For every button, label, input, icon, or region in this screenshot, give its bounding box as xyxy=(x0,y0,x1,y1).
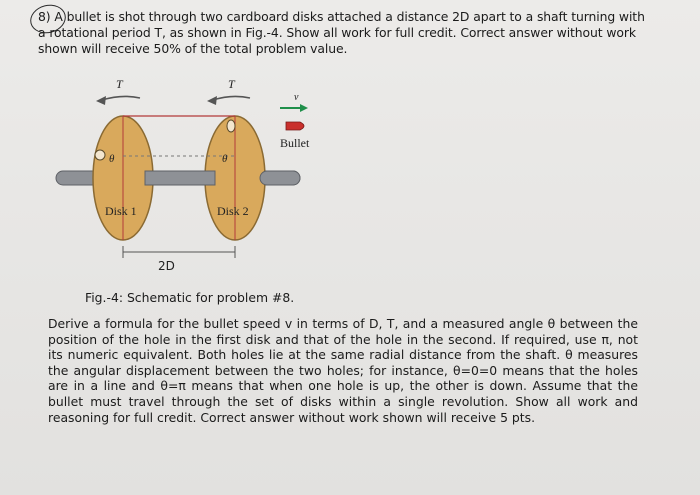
problem-instructions: Derive a formula for the bullet speed v in terms of D, T, and a measured angle θ between the position of the hole in the first disk and that of the hole in the second. If required, use π, not its numeric equivalent. Both holes lie at the same radial distance from the shaft. θ measures the angular displacement between the two holes; for instance, θ=0=0 means that the holes are in a line and θ=π means that when one hole is up, the other is down. Assume that the bullet must travel through the set of disks within a single revolution. Show all work and reasoning for full credit. Correct answer without work shown will receive 5 pts. xyxy=(48,316,638,425)
theta-label-left: θ xyxy=(109,153,115,165)
velocity-label: v xyxy=(294,92,299,103)
problem-intro xyxy=(38,9,656,57)
disk-diagram xyxy=(50,70,320,280)
period-label-right: T xyxy=(228,77,235,91)
hole-disk-1 xyxy=(95,150,105,160)
shaft-right xyxy=(260,171,300,185)
bullet-label: Bullet xyxy=(280,136,310,150)
disk-1-label: Disk 1 xyxy=(105,204,137,218)
shaft-middle xyxy=(145,171,215,185)
distance-label: 2D xyxy=(158,259,175,273)
question-number: 8) xyxy=(38,9,51,24)
figure-schematic xyxy=(50,70,320,280)
bullet-icon xyxy=(286,122,304,130)
figure-caption: Fig.-4: Schematic for problem #8. xyxy=(85,290,295,305)
period-label-left: T xyxy=(116,77,123,91)
hole-disk-2 xyxy=(227,120,235,132)
theta-label-right: θ xyxy=(222,153,228,165)
problem-intro-text: A bullet is shot through two cardboard disks attached a distance 2D apart to a shaft turning with a rotational period T, as shown in Fig.-4. Show all work for full credit. Correct answer without work shown will receive 50% of the total problem value. xyxy=(38,9,645,56)
rotation-arrow-left-icon xyxy=(102,96,140,100)
disk-2-label: Disk 2 xyxy=(217,204,249,218)
rotation-arrow-right-icon xyxy=(213,96,250,100)
